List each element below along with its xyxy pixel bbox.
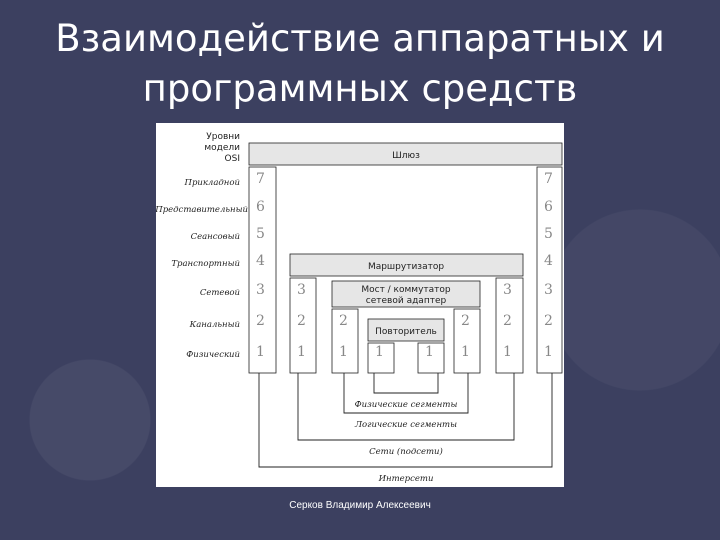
level-name-4: Транспортный xyxy=(171,259,240,269)
bridge-label-2: сетевой адаптер xyxy=(365,296,447,306)
level-name-1: Физический xyxy=(186,350,240,360)
physical-segments-label: Физические сегменты xyxy=(354,400,458,410)
left-stack-column xyxy=(249,167,276,373)
level-name-3: Сетевой xyxy=(199,288,240,298)
level-name-5: Сеансовый xyxy=(190,232,240,242)
router-label: Маршрутизатор xyxy=(367,262,445,272)
left-level-7: 7 xyxy=(256,171,265,187)
router-right-level-3: 3 xyxy=(503,282,512,298)
level-name-2: Канальный xyxy=(189,320,240,330)
router-left-level-1: 1 xyxy=(297,344,306,360)
internet-label: Интерсети xyxy=(378,474,434,484)
osi-header-line-2: модели xyxy=(204,143,240,153)
repeater-right-level-1: 1 xyxy=(425,344,434,360)
diagram-canvas xyxy=(156,123,564,487)
bridge-left-level-1: 1 xyxy=(339,344,348,360)
bridge-right-level-1: 1 xyxy=(461,344,470,360)
right-level-1: 1 xyxy=(544,344,553,360)
right-level-4: 4 xyxy=(544,253,553,269)
right-level-6: 6 xyxy=(544,199,553,215)
bridge-label-1: Мост / коммутатор xyxy=(361,285,451,295)
level-name-6: Представительный xyxy=(156,205,248,215)
osi-header-line-3: OSI xyxy=(224,154,240,164)
router-left-level-3: 3 xyxy=(297,282,306,298)
left-level-3: 3 xyxy=(256,282,265,298)
osi-header-line-1: Уровни xyxy=(206,132,240,142)
repeater-label: Повторитель xyxy=(375,327,437,337)
router-right-level-2: 2 xyxy=(503,313,512,329)
left-level-1: 1 xyxy=(256,344,265,360)
bridge-right-level-2: 2 xyxy=(461,313,470,329)
slide-title xyxy=(0,14,720,114)
title-line-2: программных средств xyxy=(142,67,578,110)
osi-devices-diagram xyxy=(156,123,564,487)
router-left-level-2: 2 xyxy=(297,313,306,329)
right-level-5: 5 xyxy=(544,226,553,242)
networks-label: Сети (подсети) xyxy=(369,447,443,457)
left-level-6: 6 xyxy=(256,199,265,215)
physical-segment-bracket xyxy=(374,373,438,393)
level-name-7: Прикладной xyxy=(184,178,240,188)
left-level-5: 5 xyxy=(256,226,265,242)
left-level-4: 4 xyxy=(256,253,265,269)
right-level-3: 3 xyxy=(544,282,553,298)
footer-author: Серков Владимир Алексеевич xyxy=(289,500,431,511)
right-stack-column xyxy=(537,167,562,373)
router-right-level-1: 1 xyxy=(503,344,512,360)
right-level-2: 2 xyxy=(544,313,553,329)
left-level-2: 2 xyxy=(256,313,265,329)
bridge-left-level-2: 2 xyxy=(339,313,348,329)
title-line-1: Взаимодействие аппаратных и xyxy=(55,17,665,60)
repeater-left-level-1: 1 xyxy=(375,344,384,360)
gateway-label: Шлюз xyxy=(392,151,420,161)
right-level-7: 7 xyxy=(544,171,553,187)
logical-segments-label: Логические сегменты xyxy=(354,420,458,430)
